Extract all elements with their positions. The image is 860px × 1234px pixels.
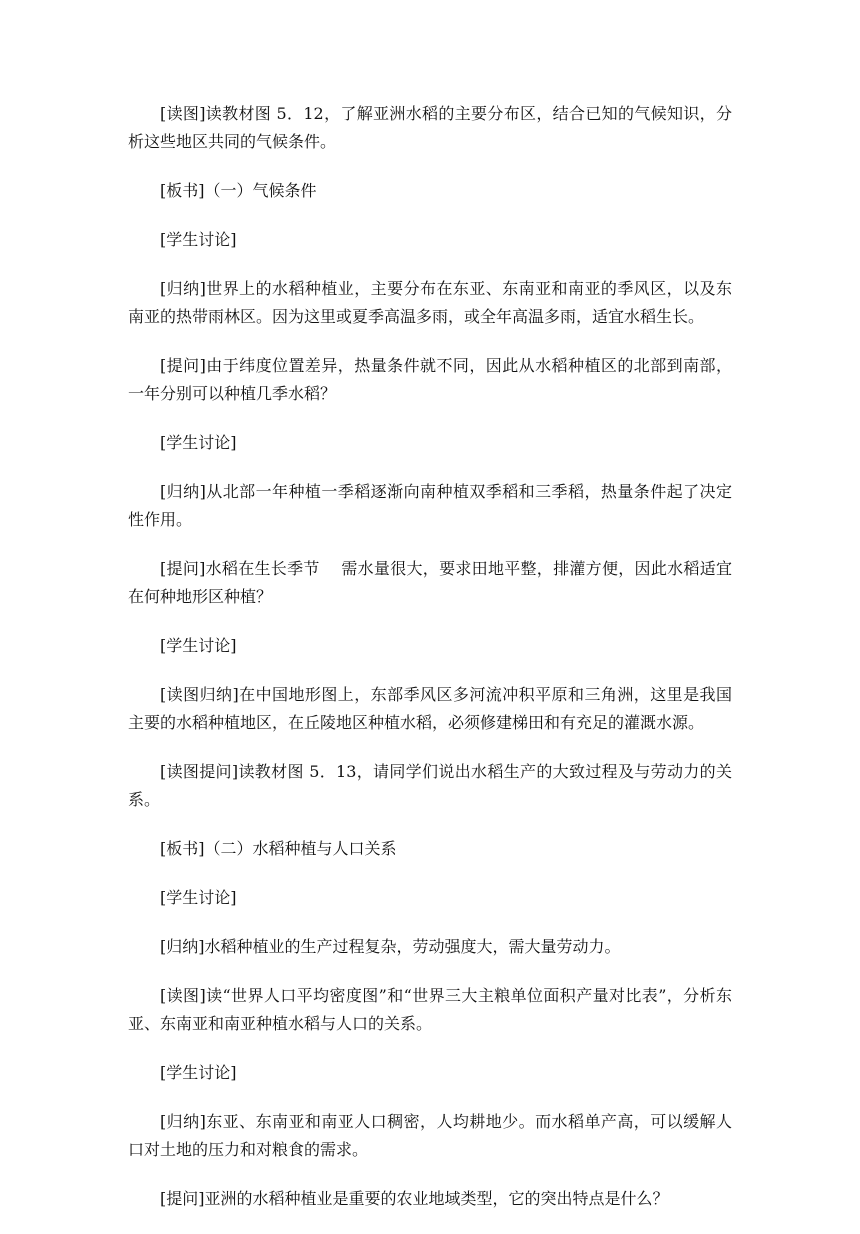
paragraph-summary-labor: [归纳]水稻种植业的生产过程复杂，劳动强度大，需大量劳动力。 (160, 937, 621, 956)
paragraph-map-question-5-13: [读图提问]读教材图 5．13，请同学们说出水稻生产的大致过程及与劳动力的关系。 (128, 762, 732, 809)
paragraph-summary-density: [归纳]东亚、东南亚和南亚人口稠密，人均耕地少。而水稻单产高，可以缓解人口对土地的压力和对粮食的需求。 (128, 1112, 732, 1159)
paragraph-student-discussion: [学生讨论] (160, 636, 237, 655)
paragraph-student-discussion: [学生讨论] (160, 888, 237, 907)
paragraph-student-discussion: [学生讨论] (160, 230, 237, 249)
paragraph-student-discussion: [学生讨论] (160, 1063, 237, 1082)
paragraph-question-seasons: [提问]由于纬度位置差异，热量条件就不同，因此从水稻种植区的北部到南部，一年分别可以种植几季水稻？ (128, 356, 732, 403)
paragraph-summary-heat: [归纳]从北部一年种植一季稻逐渐向南种植双季稻和三季稻，热量条件起了决定性作用。 (128, 482, 732, 529)
document-body (128, 100, 732, 1234)
paragraph-student-discussion: [学生讨论] (160, 433, 237, 452)
paragraph-question-terrain: [提问]水稻在生长季节 需水量很大，要求田地平整，排灌方便，因此水稻适宜在何种地形区种植？ (128, 559, 732, 606)
paragraph-summary-distribution: [归纳]世界上的水稻种植业，主要分布在东亚、东南亚和南亚的季风区，以及东南亚的热带雨林区。因为这里或夏季高温多雨，或全年高温多雨，适宜水稻生长。 (128, 279, 732, 326)
paragraph-read-map-5-12: [读图]读教材图 5．12，了解亚洲水稻的主要分布区，结合已知的气候知识，分析这些地区共同的气候条件。 (128, 104, 732, 151)
paragraph-question-features: [提问]亚洲的水稻种植业是重要的农业地域类型，它的突出特点是什么？ (160, 1189, 669, 1208)
paragraph-map-summary-china: [读图归纳]在中国地形图上，东部季风区多河流冲积平原和三角洲，这里是我国主要的水稻种植地区，在丘陵地区种植水稻，必须修建梯田和有充足的灌溉水源。 (128, 685, 732, 732)
paragraph-read-population-map: [读图]读“世界人口平均密度图”和“世界三大主粮单位面积产量对比表”，分析东亚、东南亚和南亚种植水稻与人口的关系。 (128, 986, 732, 1033)
paragraph-board-population: [板书]（二）水稻种植与人口关系 (160, 839, 397, 858)
paragraph-board-climate: [板书]（一）气候条件 (160, 181, 317, 200)
